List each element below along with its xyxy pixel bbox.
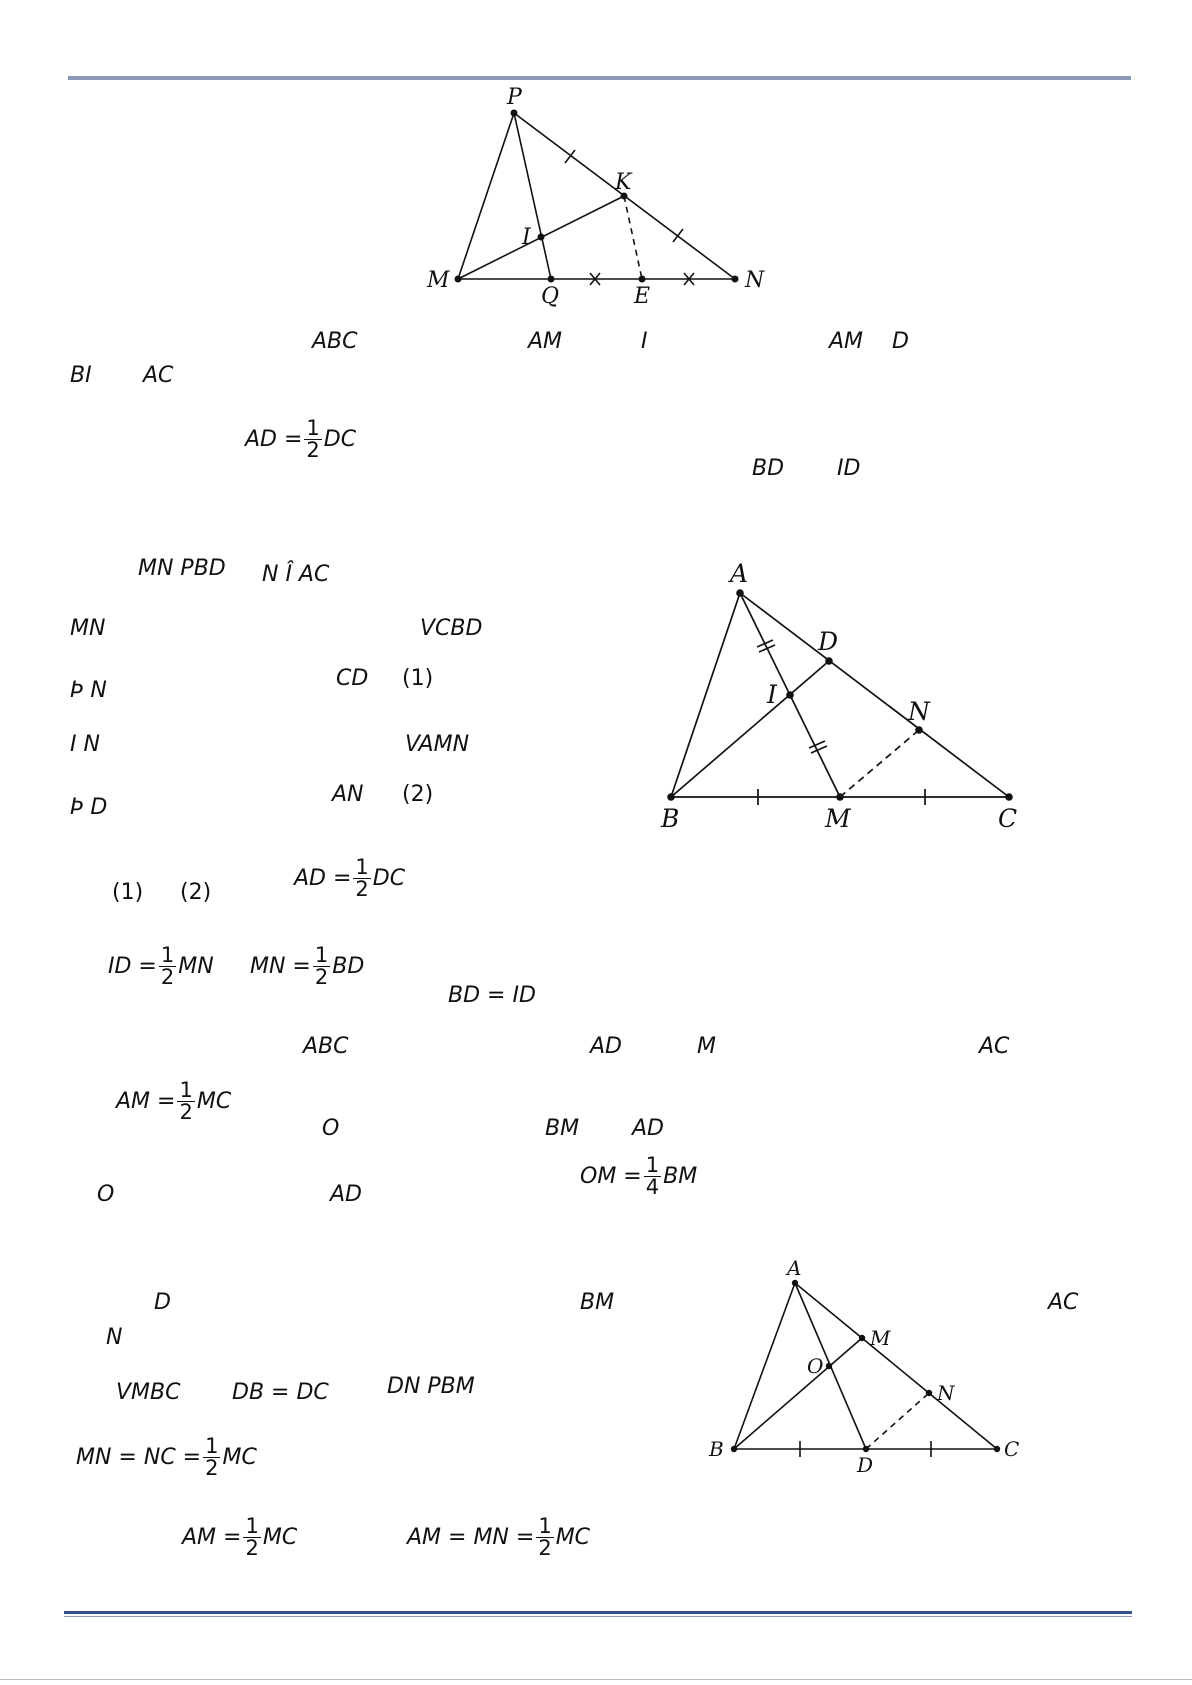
point-p (511, 110, 518, 117)
point-i (538, 234, 545, 241)
label-m: M (427, 268, 450, 293)
text-p3-o: O (97, 1182, 115, 1207)
text-db-eq-dc: DB = DC (232, 1380, 329, 1405)
text-n-in-ac: N Î AC (262, 562, 330, 587)
point-m (859, 1335, 865, 1341)
point-m (836, 793, 844, 801)
text-p2-abc: ABC (303, 1034, 349, 1059)
text-i: I (641, 329, 648, 354)
text-p2-m: M (697, 1034, 716, 1059)
label-c: C (1004, 1437, 1020, 1461)
footer-rule-thin (64, 1616, 1132, 1617)
point-a (736, 589, 744, 597)
label-b: B (709, 1437, 724, 1461)
text-cd: CD (336, 666, 369, 691)
point-a (792, 1280, 798, 1286)
point-n (732, 276, 739, 283)
text-ref1: (1) (112, 880, 144, 905)
label-c: C (998, 804, 1018, 833)
text-s-ac: AC (1048, 1290, 1079, 1315)
label-n: N (908, 697, 930, 726)
text-triangle-amn: VAMN (405, 732, 470, 757)
text-id: ID (837, 456, 861, 481)
figure-triangle-abc-1 (655, 555, 1025, 835)
point-c (994, 1446, 1000, 1452)
text-am: AM (528, 329, 563, 354)
point-d (825, 657, 833, 665)
text-triangle-mbc: VMBC (116, 1380, 181, 1405)
text-p2-ad2: AD (632, 1116, 664, 1141)
text-bd-eq-id: BD = ID (448, 983, 536, 1008)
text-dn-parallel-bm: DN PBM (387, 1374, 475, 1399)
label-d: D (818, 627, 839, 656)
formula-mn-half-bd: MN = $\frac{1}{2}$ BD (250, 943, 365, 989)
text-s-d: D (154, 1290, 171, 1315)
point-b (667, 793, 675, 801)
formula-ad-half-dc: AD = $\frac{1}{2}$ DC (245, 416, 357, 462)
text-ref2: (2) (180, 880, 212, 905)
point-e (639, 276, 646, 283)
text-am2: AM (829, 329, 864, 354)
label-b: B (661, 804, 680, 833)
formula-om-quarter-bm: OM = $\frac{1}{4}$ BM (580, 1153, 698, 1199)
point-c (1005, 793, 1013, 801)
label-i: I (522, 225, 531, 250)
text-s-n: N (106, 1325, 123, 1350)
point-d (863, 1446, 869, 1452)
figure-triangle-pmn (410, 80, 770, 310)
point-m (455, 276, 462, 283)
text-mn: MN (70, 616, 106, 641)
text-bd: BD (752, 456, 785, 481)
text-p2-ad: AD (590, 1034, 622, 1059)
text-implies-n: Þ N (70, 678, 107, 703)
label-n: N (745, 268, 765, 293)
text-s-bm: BM (580, 1290, 615, 1315)
footer-rule (64, 1611, 1132, 1614)
point-q (548, 276, 555, 283)
text-p3-ad: AD (330, 1182, 362, 1207)
label-e: E (634, 284, 651, 309)
point-o (826, 1363, 832, 1369)
label-i: I (767, 680, 777, 709)
text-ac: AC (143, 363, 174, 388)
formula-mn-nc-half-mc: MN = NC = $\frac{1}{2}$ MC (76, 1434, 257, 1480)
formula-ad-half-dc-2: AD = $\frac{1}{2}$ DC (294, 855, 406, 901)
text-mn-parallel-bd: MN PBD (138, 556, 226, 581)
text-p2-bm: BM (545, 1116, 580, 1141)
label-k: K (615, 170, 632, 195)
text-triangle-cbd: VCBD (420, 616, 483, 641)
text-p2-o: O (322, 1116, 340, 1141)
text-in: I N (70, 732, 100, 757)
point-n (926, 1390, 932, 1396)
label-o: O (807, 1354, 824, 1378)
label-m: M (825, 804, 851, 833)
text-an: AN (332, 782, 364, 807)
formula-am-half-mc-2: AM = $\frac{1}{2}$ MC (182, 1514, 298, 1560)
figure-triangle-abc-2 (700, 1255, 1040, 1475)
point-b (731, 1446, 737, 1452)
page-edge (0, 1679, 1192, 1680)
text-p2-ac: AC (979, 1034, 1010, 1059)
point-n (915, 726, 923, 734)
text-eq1: (1) (402, 666, 434, 691)
formula-am-mn-half-mc: AM = MN = $\frac{1}{2}$ MC (407, 1514, 591, 1560)
text-implies-d: Þ D (70, 795, 108, 820)
text-eq2: (2) (402, 782, 434, 807)
label-a: A (730, 559, 749, 588)
label-q: Q (541, 284, 560, 309)
label-d: D (857, 1453, 874, 1475)
label-p: P (507, 85, 522, 110)
label-m: M (870, 1326, 891, 1350)
text-bi: BI (70, 363, 92, 388)
label-a: A (787, 1256, 802, 1280)
text-d: D (892, 329, 909, 354)
point-i (786, 691, 794, 699)
label-n: N (937, 1381, 955, 1405)
formula-am-half-mc: AM = $\frac{1}{2}$ MC (116, 1078, 232, 1124)
text-abc: ABC (312, 329, 358, 354)
formula-id-half-mn: ID = $\frac{1}{2}$ MN (108, 943, 214, 989)
